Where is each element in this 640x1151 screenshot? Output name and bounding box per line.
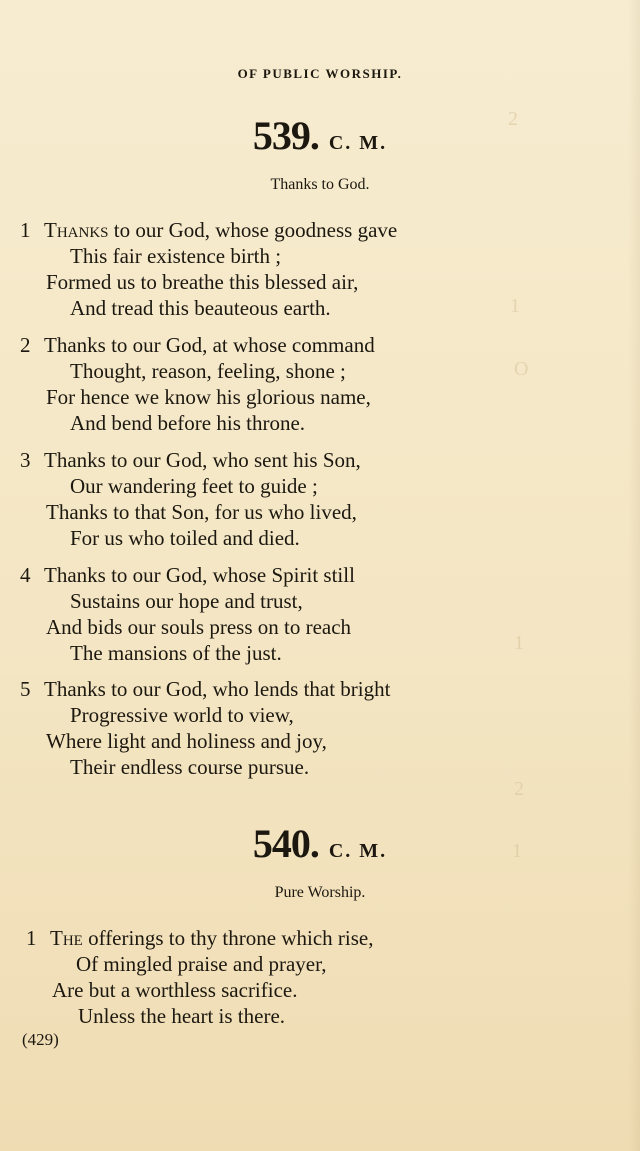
verse-line: Progressive world to view, (70, 703, 294, 727)
verse-line: And bids our souls press on to reach (46, 615, 352, 639)
hymn-539-title: Thanks to God. (270, 176, 370, 193)
verse-number: 4 (20, 563, 31, 587)
verse-first-line-rest: to our God, who lends that bright (105, 677, 391, 701)
hymn-540-title: Pure Worship. (274, 884, 366, 901)
running-head: OF PUBLIC WORSHIP. (237, 66, 403, 81)
verse-first-line (20, 677, 390, 702)
hymn-539-heading (0, 112, 640, 159)
verse-number: 2 (20, 333, 31, 357)
verse-first-line-rest: to our God, at whose command (105, 333, 375, 357)
bleed-through-mark: 1 (510, 295, 520, 317)
verse-first-line (20, 448, 361, 473)
verse-line: Their endless course pursue. (70, 755, 310, 779)
verse-first-word: Thanks (44, 677, 106, 701)
verse-first-word: Thanks (44, 563, 106, 587)
verse-first-word: Thanks (44, 218, 109, 242)
verse-first-word: Thanks (44, 333, 106, 357)
verse-line: The mansions of the just. (70, 641, 282, 665)
page-edge-shadow (628, 0, 640, 1151)
verse-line: Are but a worthless sacrifice. (52, 978, 298, 1002)
bleed-through-mark: 1 (514, 632, 524, 654)
verse-line: Thought, reason, feeling, shone ; (70, 359, 346, 383)
hymn-meter: C. M. (328, 840, 388, 862)
verse-first-line (20, 218, 397, 243)
verse-line: Of mingled praise and prayer, (76, 952, 327, 976)
verse-line: Where light and holiness and joy, (46, 729, 327, 753)
verse-first-word: Thanks (44, 448, 106, 472)
verse-line: For hence we know his glorious name, (46, 385, 371, 409)
bleed-through-mark: O (514, 358, 529, 380)
verse-line: Unless the heart is there. (78, 1004, 286, 1028)
hymn-number: 539. (252, 113, 319, 158)
bleed-through-mark: 2 (514, 778, 524, 800)
hymn-number: 540. (252, 821, 319, 866)
verse-first-line-rest: offerings to thy throne which rise, (82, 926, 374, 950)
verse-first-line-rest: to our God, who sent his Son, (105, 448, 361, 472)
bleed-through-mark: 1 (512, 840, 522, 862)
verse-number: 3 (20, 448, 31, 472)
verse-first-line-rest: to our God, whose goodness gave (108, 218, 398, 242)
verse-line: Formed us to breathe this blessed air, (46, 270, 359, 294)
hymn-540-heading (0, 820, 640, 867)
verse-first-line (20, 333, 375, 358)
verse-first-line-rest: to our God, whose Spirit still (105, 563, 355, 587)
verse-line: For us who toiled and died. (70, 526, 300, 550)
verse-line: And bend before his throne. (70, 411, 306, 435)
verse-first-line (26, 926, 373, 951)
bleed-through-mark: 2 (508, 108, 518, 130)
verse-line: Thanks to that Son, for us who lived, (46, 500, 357, 524)
verse-line: Sustains our hope and trust, (70, 589, 303, 613)
hymn-meter: C. M. (328, 132, 388, 154)
verse-number: 1 (20, 218, 31, 242)
verse-line: And tread this beauteous earth. (70, 296, 331, 320)
verse-line: Our wandering feet to guide ; (70, 474, 318, 498)
page-number: (429) (22, 1030, 59, 1049)
verse-number: 1 (26, 926, 37, 950)
verse-first-word: The (50, 926, 83, 950)
verse-line: This fair existence birth ; (70, 244, 282, 268)
verse-number: 5 (20, 677, 31, 701)
verse-first-line (20, 563, 355, 588)
